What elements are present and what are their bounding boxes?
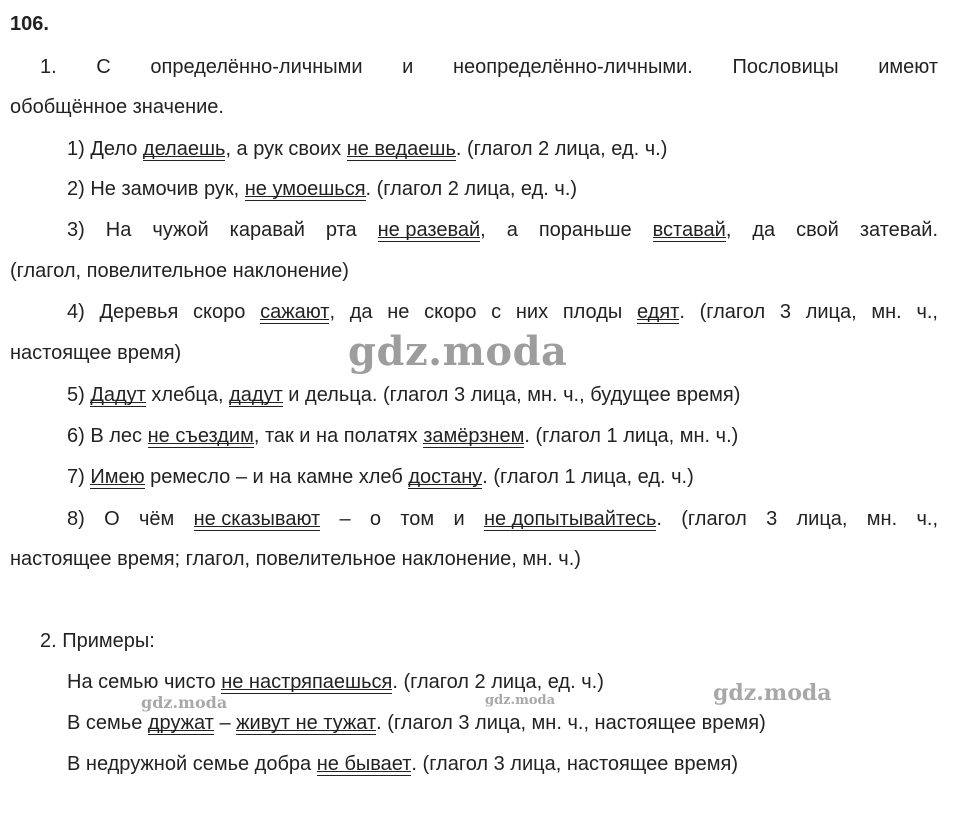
underlined-verb: не бывает bbox=[316, 753, 412, 775]
underlined-verb: дружат bbox=[147, 712, 214, 734]
text: – bbox=[213, 712, 237, 734]
underlined-verb: дадут bbox=[229, 384, 283, 406]
text: ремесло – и на камне хлеб bbox=[144, 466, 409, 488]
underlined-verb: не настряпаешься bbox=[221, 671, 393, 693]
part1-intro-line2: обобщённое значение. bbox=[10, 96, 224, 118]
text: 6) В лес bbox=[67, 425, 148, 447]
proverb-4-cont: настоящее время) bbox=[10, 342, 182, 364]
text: . (глагол 2 лица, ед. ч.) bbox=[392, 671, 604, 693]
underlined-verb: не сказывают bbox=[193, 508, 321, 530]
text: , а пораньше bbox=[480, 219, 653, 241]
text: В недружной семье добра bbox=[67, 753, 317, 775]
text: 3) На чужой каравай рта bbox=[67, 219, 378, 241]
proverb-4 bbox=[67, 300, 938, 324]
example-2 bbox=[67, 711, 766, 735]
proverb-7 bbox=[67, 465, 694, 489]
text: , да не скоро с них плоды bbox=[329, 301, 637, 323]
watermark-logo: gdz.moda bbox=[348, 328, 568, 375]
proverb-8-cont: настоящее время; глагол, повелительное наклонение, мн. ч.) bbox=[10, 548, 581, 570]
text: . (глагол 2 лица, ед. ч.) bbox=[365, 178, 578, 200]
watermark-logo: gdz.moda bbox=[485, 693, 556, 708]
underlined-verb: не допытывайтесь bbox=[483, 508, 657, 530]
text: . (глагол 3 лица, мн. ч., настоящее время) bbox=[376, 712, 766, 734]
text: 2) Не замочив рук, bbox=[67, 178, 245, 200]
text: . (глагол 1 лица, ед. ч.) bbox=[482, 466, 694, 488]
underlined-verb: не ведаешь bbox=[346, 138, 456, 160]
proverb-1 bbox=[67, 137, 667, 161]
part2-heading: 2. Примеры: bbox=[40, 630, 155, 652]
watermark-logo: gdz.moda bbox=[713, 680, 832, 706]
text: В семье bbox=[67, 712, 148, 734]
proverb-6 bbox=[67, 424, 738, 448]
watermark-logo: gdz.moda bbox=[141, 693, 228, 712]
part1-intro-line1: 1. С определённо-личными и неопределённо-личными. Пословицы имеют bbox=[40, 56, 938, 78]
text: 8) О чём bbox=[67, 508, 194, 530]
text: . (глагол 3 лица, мн. ч., bbox=[656, 508, 938, 530]
text: , да свой затевай. bbox=[725, 219, 938, 241]
text: , а рук своих bbox=[225, 138, 347, 160]
text: 5) bbox=[67, 384, 91, 406]
text: . (глагол 1 лица, мн. ч.) bbox=[524, 425, 739, 447]
example-1 bbox=[67, 670, 604, 694]
underlined-verb: вставай bbox=[652, 219, 726, 241]
underlined-verb: замёрзнем bbox=[423, 425, 525, 447]
underlined-verb: не съездим bbox=[147, 425, 254, 447]
text: – о том и bbox=[320, 508, 484, 530]
underlined-verb: живут не тужат bbox=[236, 712, 377, 734]
proverb-3 bbox=[67, 218, 938, 242]
underlined-verb: сажают bbox=[260, 301, 330, 323]
text: . (глагол 3 лица, настоящее время) bbox=[411, 753, 739, 775]
underlined-verb: достану bbox=[408, 466, 483, 488]
example-3 bbox=[67, 752, 738, 776]
text: . (глагол 2 лица, ед. ч.) bbox=[455, 138, 668, 160]
text: 1) Дело bbox=[67, 138, 143, 160]
underlined-verb: не умоешься bbox=[244, 178, 366, 200]
text: , так и на полатях bbox=[253, 425, 424, 447]
exercise-number: 106. bbox=[10, 13, 49, 35]
proverb-2 bbox=[67, 177, 577, 201]
text: . (глагол 3 лица, мн. ч., bbox=[679, 301, 938, 323]
text: хлебца, bbox=[145, 384, 230, 406]
proverb-8 bbox=[67, 507, 938, 531]
underlined-verb: не разевай bbox=[377, 219, 481, 241]
text: На семью чисто bbox=[67, 671, 222, 693]
text: 7) bbox=[67, 466, 91, 488]
text: и дельца. (глагол 3 лица, мн. ч., будущее время) bbox=[282, 384, 741, 406]
underlined-verb: Имею bbox=[90, 466, 145, 488]
proverb-5 bbox=[67, 383, 740, 407]
underlined-verb: Дадут bbox=[90, 384, 146, 406]
proverb-3-cont: (глагол, повелительное наклонение) bbox=[10, 260, 349, 282]
underlined-verb: делаешь bbox=[142, 138, 226, 160]
underlined-verb: едят bbox=[637, 301, 680, 323]
text: 4) Деревья скоро bbox=[67, 301, 261, 323]
